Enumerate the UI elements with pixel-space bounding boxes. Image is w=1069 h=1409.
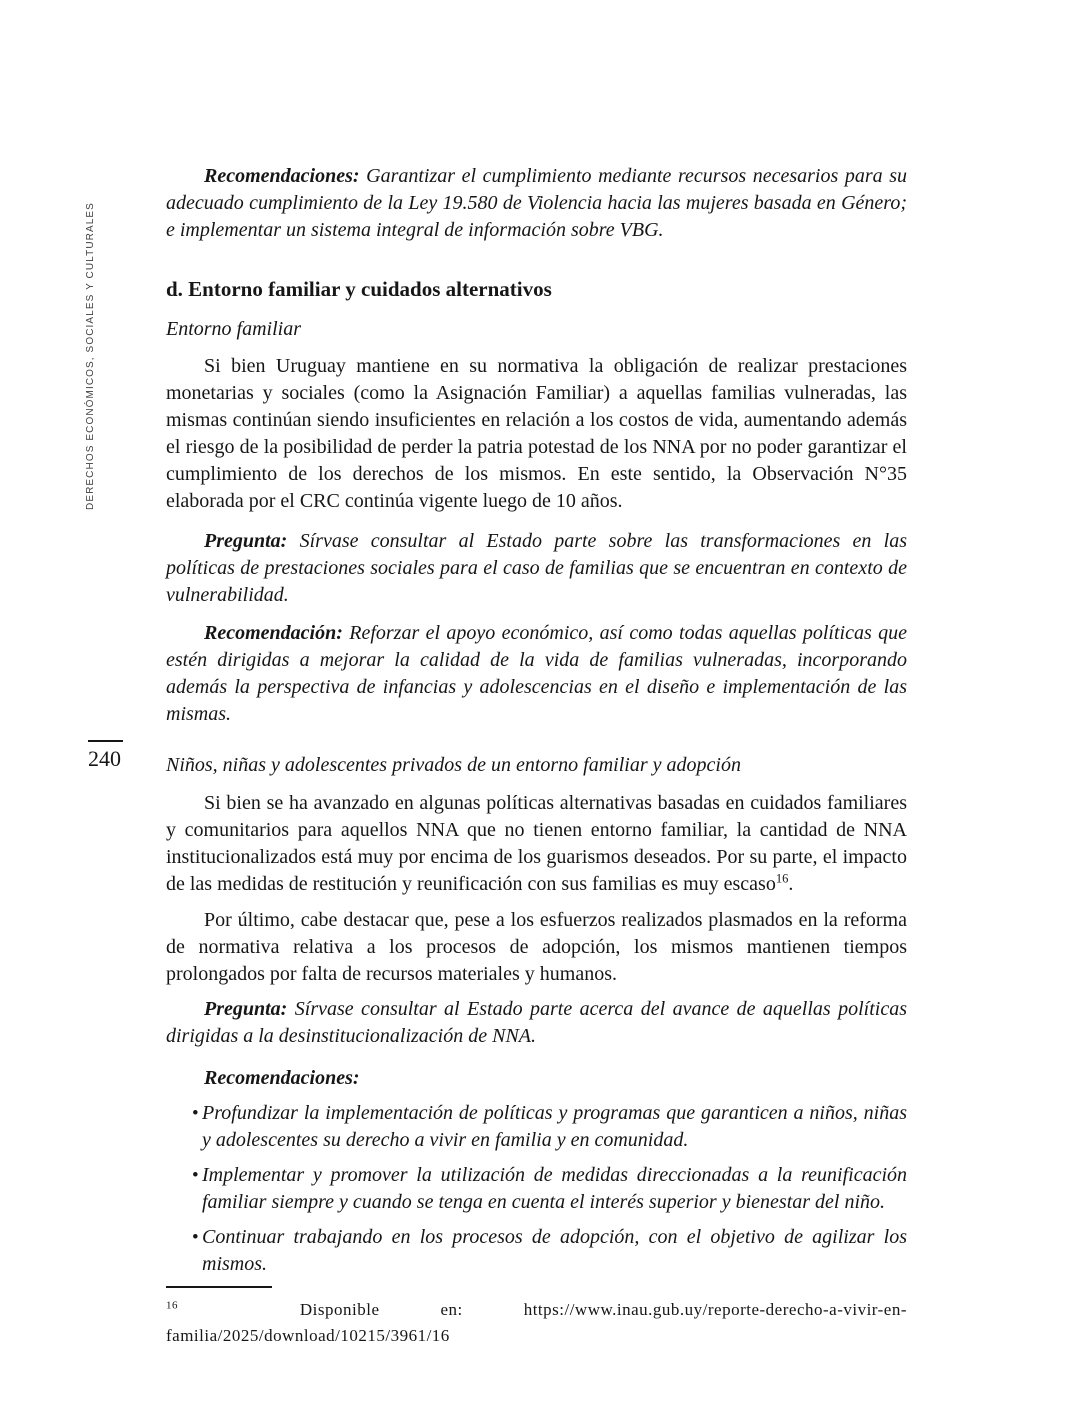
paragraph-body: Sírvase consultar al Estado parte sobre las transformaciones en las políticas de prestaciones sociales para el caso de familias que se encuentran en contexto de vulnerabilidad. <box>166 530 907 606</box>
list-item-text: Continuar trabajando en los procesos de adopción, con el objetivo de agilizar los mismos. <box>202 1226 907 1275</box>
list-item-text: Implementar y promover la utilización de medidas direccionadas a la reunificación familiar siempre y cuando se tenga en cuenta el interés superior y bienestar del niño. <box>202 1164 907 1213</box>
recommendations-list <box>166 1100 907 1278</box>
paragraph-politicas-alternativas <box>166 790 907 898</box>
subheading-ninos-adopcion: Niños, niñas y adolescentes privados de un entorno familiar y adopción <box>166 754 741 776</box>
paragraph-uruguay-normativa: Si bien Uruguay mantiene en su normativa la obligación de realizar prestaciones monetarias y sociales (como la Asignación Familiar) a aquellas familias vulneradas, las mismas continúan siendo insuficientes en relación a los costos de vida, aumentando además el riesgo de la posibilidad de perder la patria potestad de los NNA por no poder garantizar el cumplimiento de los derechos de los mismos. En este sentido, la Observación N°35 elaborada por el CRC continúa vigente luego de 10 años. <box>166 355 907 512</box>
footnote-reference: 16 <box>775 871 789 886</box>
sidebar-vertical-label <box>85 202 112 510</box>
list-item-text: Profundizar la implementación de políticas y programas que garanticen a niños, niñas y adolescentes su derecho a vivir en familia y en comunidad. <box>202 1102 907 1151</box>
footnote-number: 16 <box>166 1299 178 1312</box>
list-item <box>166 1100 907 1154</box>
list-item <box>166 1162 907 1216</box>
paragraph-pregunta-1 <box>166 528 907 609</box>
paragraph-recommendations-vbg <box>166 163 907 244</box>
main-text-column <box>166 163 907 1349</box>
paragraph-label: Recomendaciones: <box>204 165 360 187</box>
list-item <box>166 1224 907 1278</box>
section-heading: d. Entorno familiar y cuidados alternativos <box>166 277 552 301</box>
paragraph-label: Pregunta: <box>204 530 288 552</box>
footnote-text <box>166 1297 907 1349</box>
subheading-entorno-familiar: Entorno familiar <box>166 318 302 340</box>
recommendations-list-heading: Recomendaciones: <box>204 1067 360 1089</box>
paragraph-pregunta-2 <box>166 996 907 1050</box>
paragraph-por-ultimo: Por último, cabe destacar que, pese a los esfuerzos realizados plasmados en la reforma de normativa relativa a los procesos de adopción, los mismos mantienen tiempos prolongados por falta de recursos materiales y humanos. <box>166 909 907 985</box>
paragraph-label: Recomendación: <box>204 622 343 644</box>
paragraph-body: Sírvase consultar al Estado parte acerca del avance de aquellas políticas dirigidas a la desinstitucionalización de NNA. <box>166 998 907 1047</box>
paragraph-recomendacion <box>166 620 907 728</box>
footnote <box>166 1286 907 1349</box>
sidebar-vertical-label-text: DERECHOS ECONÓMICOS, SOCIALES Y CULTURALES <box>85 202 96 510</box>
paragraph-body: Si bien se ha avanzado en algunas políticas alternativas basadas en cuidados familiares y comunitarios para aquellos NNA que no tienen entorno familiar, la cantidad de NNA institucionalizados está muy por encima de los guarismos deseados. Por su parte, el impacto de las medidas de restitución y reunificación con sus familias es muy escaso <box>166 792 907 895</box>
bullet-icon: • <box>192 1103 199 1124</box>
footnote-body: Disponible en: https://www.inau.gub.uy/reporte-derecho-a-vivir-en-familia/2025/download/10215/3961/16 <box>166 1300 907 1345</box>
paragraph-body: Garantizar el cumplimiento mediante recursos necesarios para su adecuado cumplimiento de la Ley 19.580 de Violencia hacia las mujeres basada en Género; e implementar un sistema integral de información sobre VBG. <box>166 165 908 241</box>
bullet-icon: • <box>192 1165 199 1186</box>
paragraph-label: Pregunta: <box>204 998 288 1020</box>
paragraph-body: Reforzar el apoyo económico, así como todas aquellas políticas que estén dirigidas a mejorar la calidad de la vida de familias vulneradas, incorporando además la perspectiva de infancias y adolescencias en el diseño e implementación de las mismas. <box>166 622 908 725</box>
footnote-divider <box>166 1286 272 1288</box>
paragraph-body-end: . <box>788 873 794 895</box>
bullet-icon: • <box>192 1227 199 1248</box>
page-number: 240 <box>88 740 123 771</box>
